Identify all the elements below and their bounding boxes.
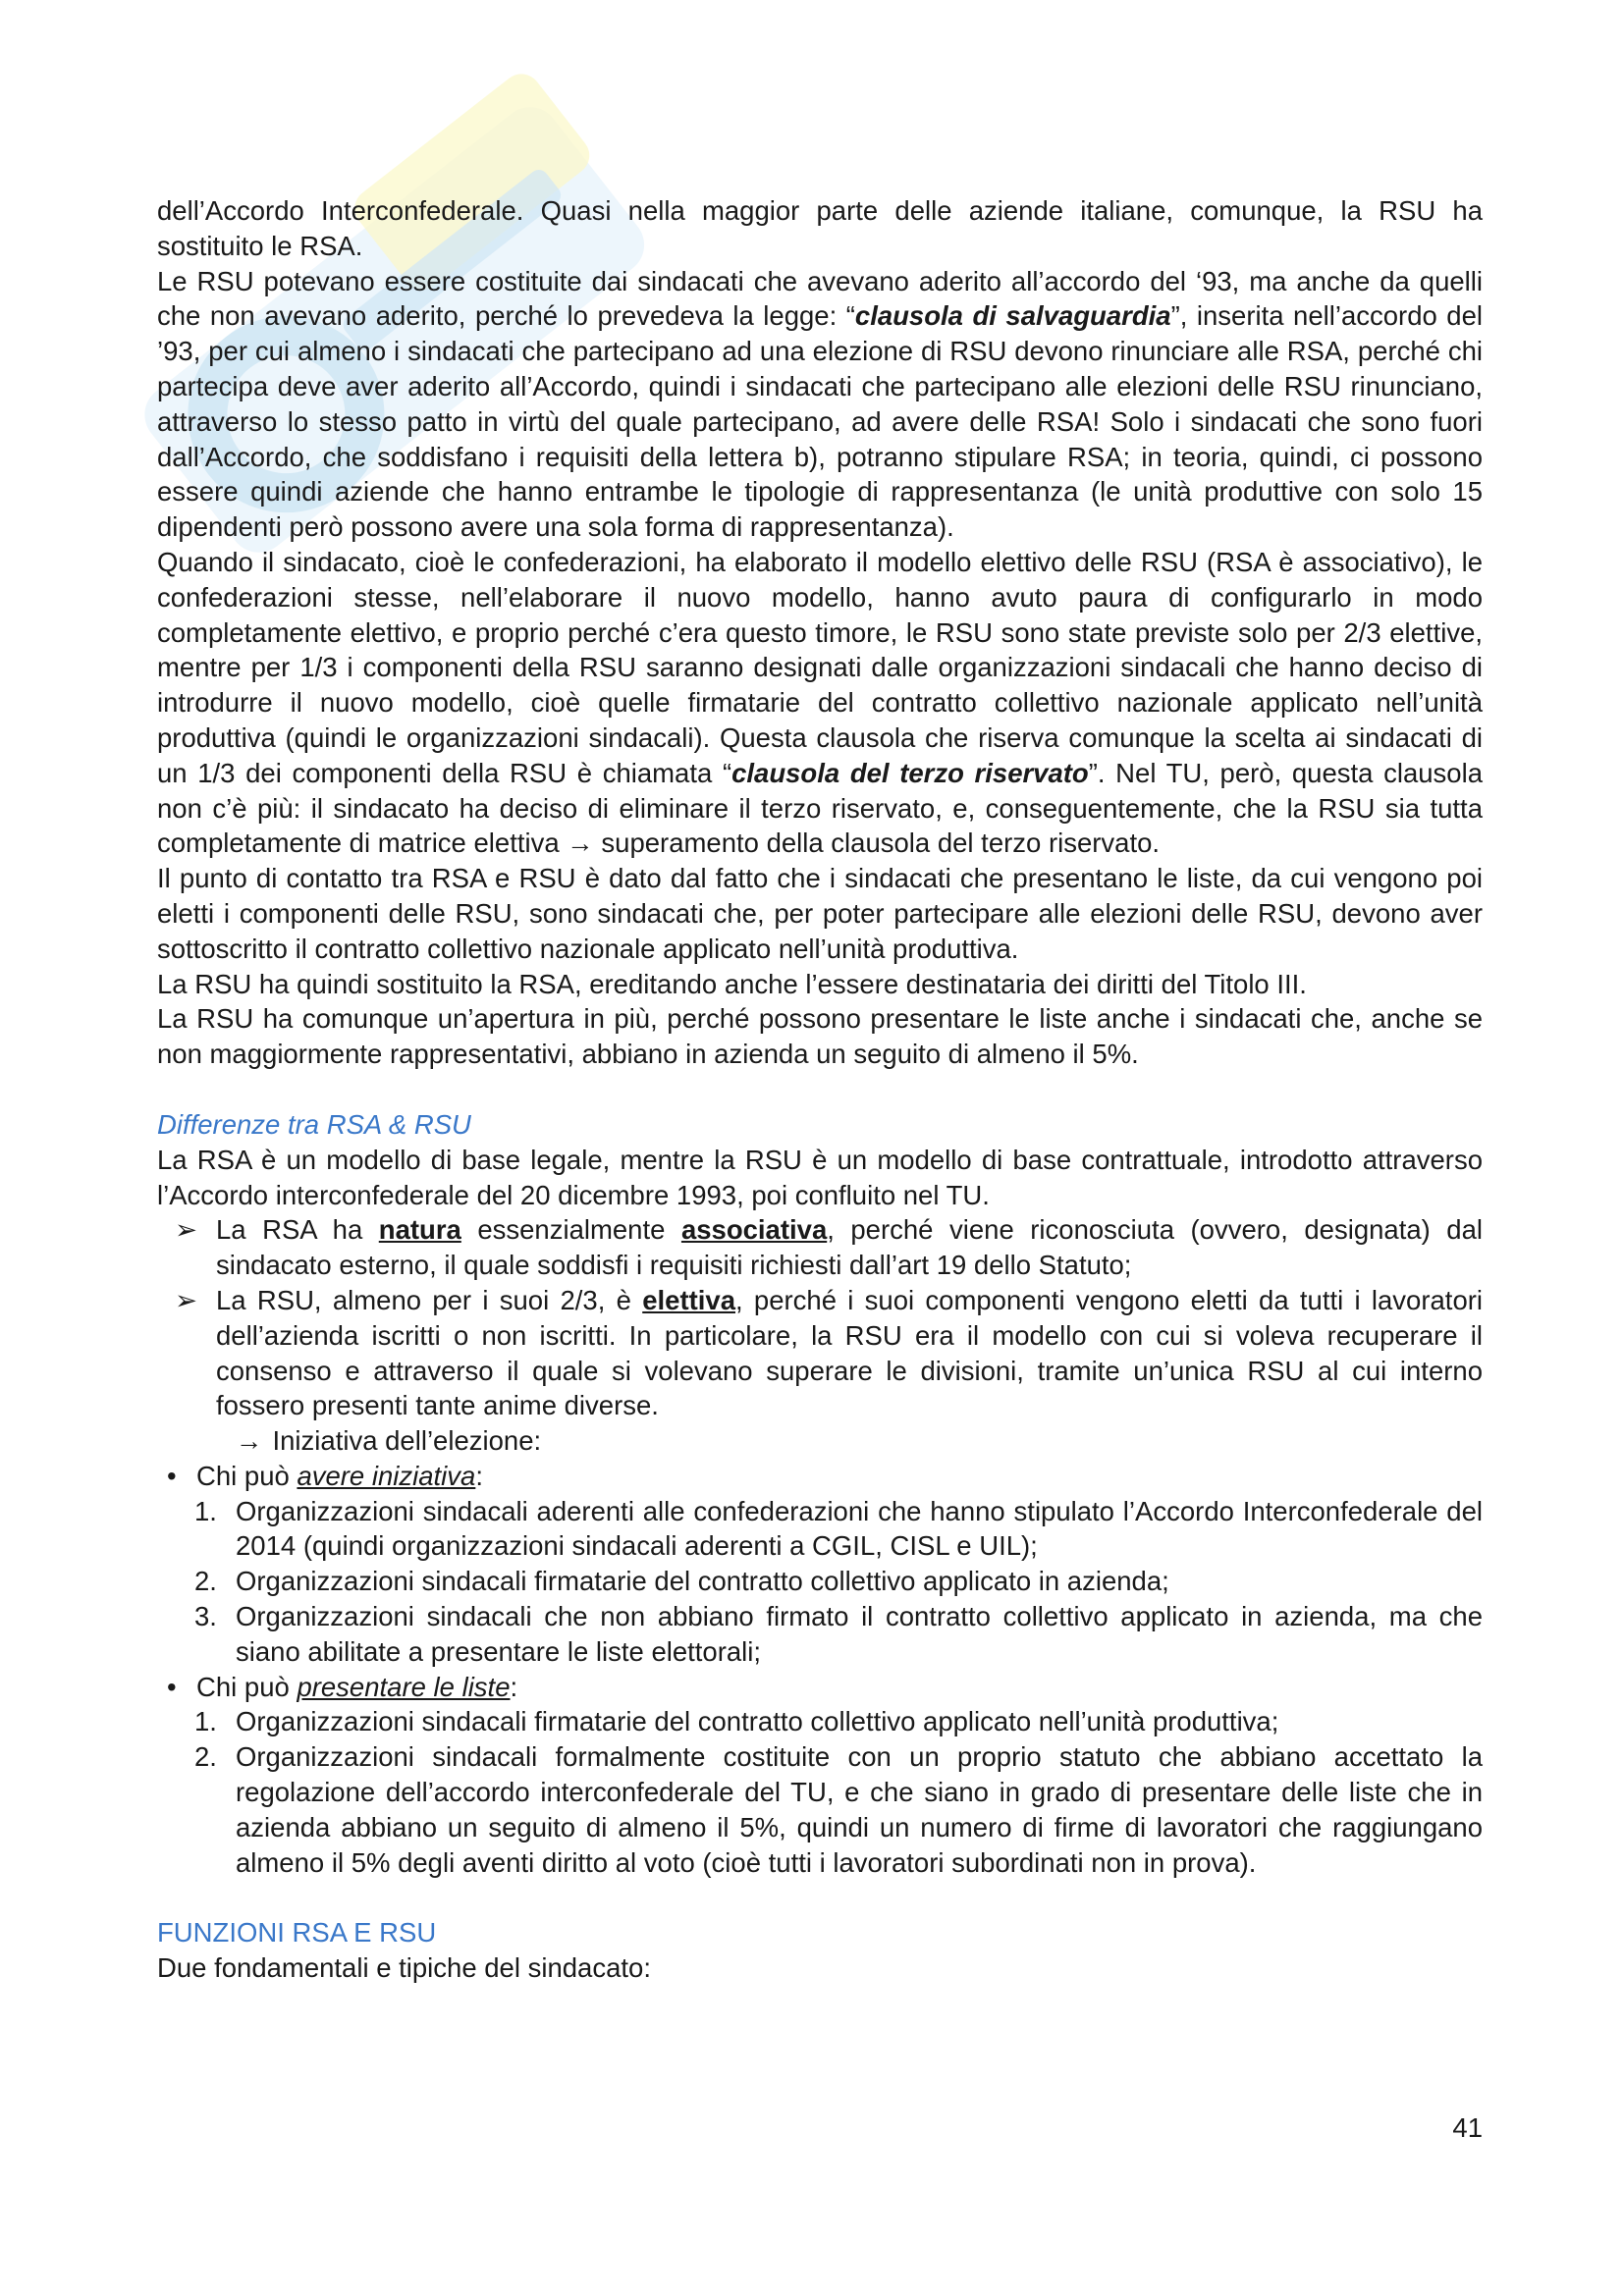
list-item: 1. Organizzazioni sindacali firmatarie del contratto collettivo applicato nell’unità produttiva;: [194, 1706, 1279, 1737]
page-content: [157, 193, 1483, 1986]
paragraph: La RSA è un modello di base legale, mentre la RSU è un modello di base contrattuale, introdotto attraverso l’Accordo interconfederale del 20 dicembre 1993, poi confluito nel TU.: [157, 1144, 1483, 1210]
arrow-list: [157, 1212, 1483, 1423]
right-arrow-icon: →: [236, 1425, 263, 1457]
bullet-dot-icon: •: [167, 1671, 177, 1702]
emphasis: clausola di salvaguardia: [854, 300, 1171, 332]
emphasis: clausola del terzo riservato: [731, 757, 1089, 788]
paragraph: Due fondamentali e tipiche del sindacato:: [157, 1952, 651, 1984]
list-item: ➢ La RSU, almeno per i suoi 2/3, è elettiva, perché i suoi componenti vengono eletti da tutti i lavoratori dell’azienda iscritti o non iscritti. In particolare, la RSU era il modello con cui si voleva recuperare il consenso e attraverso il quale si volevano superare le divisioni, tramite un’unica RSU al cui interno fossero presenti tante anime diverse.: [175, 1284, 1484, 1421]
paragraph: Il punto di contatto tra RSA e RSU è dato dal fatto che i sindacati che presentano le liste, da cui vengono poi eletti i componenti delle RSU, sono sindacati che, per poter partecipare alle elezioni delle RSU, devono aver sottoscritto il contratto collettivo nazionale applicato nell’unità produttiva.: [157, 863, 1483, 964]
paragraph: Quando il sindacato, cioè le confederazioni, ha elaborato il modello elettivo delle RSU (RSA è associativo), le confederazioni stesse, nell’elaborare il nuovo modello, hanno avuto paura di configurarlo in modo completamente elettivo, e proprio perché c’era questo timore, le RSU sono state previste solo per 2/3 elettive, mentre per 1/3 i componenti della RSU saranno designati dalle organizzazioni sindacali che hanno deciso di introdurre il nuovo modello, cioè quelle firmatarie del contratto collettivo nazionale applicato nell’unità produttiva (quindi le organizzazioni sindacali). Questa clausola che riserva comunque la scelta ai sindacati di un 1/3 dei componenti della RSU è chiamata “clausola del terzo riservato”. Nel TU, però, questa clausola non c’è più: il sindacato ha deciso di eliminare il terzo riservato, e, conseguentemente, che la RSU sia tutta completamente di matrice elettiva → superamento della clausola del terzo riservato.: [157, 546, 1483, 859]
bullet-item: • Chi può presentare le liste:: [157, 1670, 1483, 1705]
bullet-item: • Chi può avere iniziativa:: [157, 1459, 1483, 1494]
paragraph: La RSU ha comunque un’apertura in più, perché possono presentare le liste anche i sindacati che, anche se non maggiormente rappresentativi, abbiano in azienda un seguito di almeno il 5%.: [157, 1003, 1483, 1070]
numbered-list: [157, 1704, 1483, 1880]
list-item: 1. Organizzazioni sindacali aderenti alle confederazioni che hanno stipulato l’Accordo Interconfederale del 2014 (quindi organizzazioni sindacali aderenti a CGIL, CISL e UIL);: [194, 1495, 1483, 1562]
paragraph: dell’Accordo Interconfederale. Quasi nella maggior parte delle aziende italiane, comunque, la RSU ha sostituito le RSA.: [157, 195, 1483, 261]
bullet-dot-icon: •: [167, 1460, 177, 1491]
section-heading-funzioni: FUNZIONI RSA E RSU: [157, 1917, 437, 1949]
list-item: 2. Organizzazioni sindacali firmatarie del contratto collettivo applicato in azienda;: [194, 1566, 1169, 1597]
arrow-bullet-icon: ➢: [175, 1214, 198, 1246]
paragraph: La RSU ha quindi sostituito la RSA, ereditando anche l’essere destinataria dei diritti del Titolo III.: [157, 968, 1307, 999]
arrow-bullet-icon: ➢: [175, 1284, 198, 1315]
page-number: 41: [1452, 2112, 1483, 2143]
section-heading-differenze: Differenze tra RSA & RSU: [157, 1108, 471, 1140]
sub-line: → Iniziativa dell’elezione:: [236, 1425, 542, 1457]
list-item: 3. Organizzazioni sindacali che non abbiano firmato il contratto collettivo applicato in azienda, ma che siano abilitate a presentare le liste elettorali;: [194, 1601, 1483, 1667]
paragraph: Le RSU potevano essere costituite dai sindacati che avevano aderito all’accordo del ‘93, ma anche da quelli che non avevano aderito, perché lo prevedeva la legge: “clausola di salvaguardia”, inserita nell’accordo del ’93, per cui almeno i sindacati che partecipano ad una elezione di RSU devono rinunciare alle RSA, perché chi partecipa deve aver aderito all’Accordo, quindi i sindacati che partecipano alle elezioni delle RSU rinunciano, attraverso lo stesso patto in virtù del quale partecipano, ad avere delle RSA! Solo i sindacati che sono fuori dall’Accordo, che soddisfano i requisiti della lettera b), potranno stipulare RSA; in teoria, quindi, ci possono essere quindi aziende che hanno entrambe le tipologie di rappresentanza (le unità produttive con solo 15 dipendenti però possono avere una sola forma di rappresentanza).: [157, 265, 1483, 543]
list-item: ➢ La RSA ha natura essenzialmente associativa, perché viene riconosciuta (ovvero, designata) dal sindacato esterno, il quale soddisfi i requisiti richiesti dall’art 19 dello Statuto;: [175, 1214, 1484, 1281]
list-item: 2. Organizzazioni sindacali formalmente costituite con un proprio statuto che abbiano accettato la regolazione dell’accordo interconfederale del TU, e che siano in grado di presentare delle liste che in azienda abbiano un seguito di almeno il 5%, quindi un numero di firme di lavoratori che raggiungano almeno il 5% degli aventi diritto al voto (cioè tutti i lavoratori subordinati non in prova).: [194, 1741, 1483, 1878]
numbered-list: [157, 1494, 1483, 1670]
